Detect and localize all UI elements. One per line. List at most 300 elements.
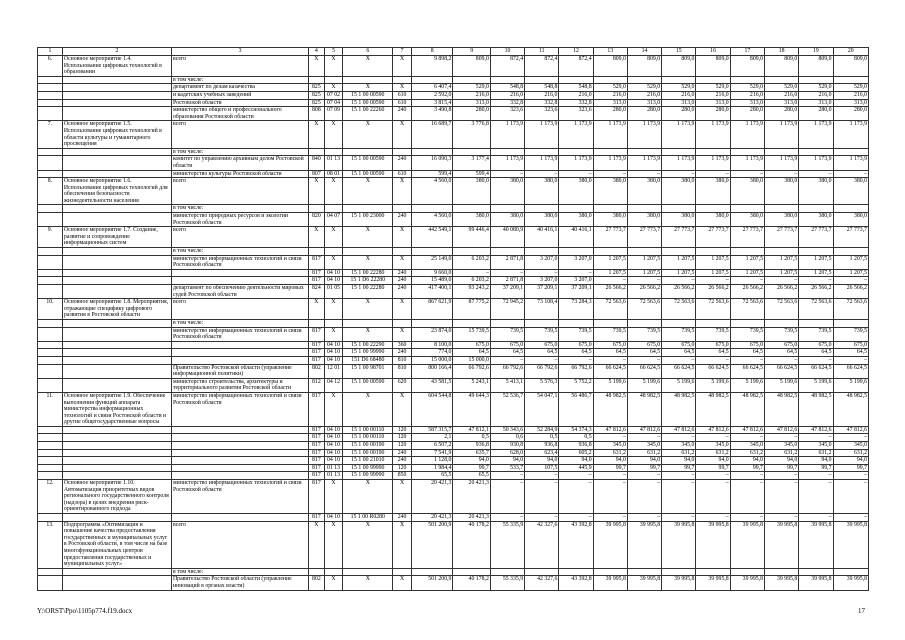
budget-code-cell (343, 568, 393, 576)
amount-cell: 739,5 (559, 327, 593, 341)
amount-cell: 1 207,5 (833, 255, 869, 269)
budget-code-cell: 04 10 (324, 457, 343, 465)
amount-cell: 94,0 (730, 457, 764, 465)
amount-cell: – (453, 269, 490, 277)
row-number-cell (38, 514, 63, 522)
amount-cell: 48 982,5 (730, 392, 764, 426)
amount-cell: 87 775,2 (453, 299, 490, 320)
budget-code-cell (343, 205, 393, 213)
row-number-cell (38, 277, 63, 285)
budget-code-cell: Х (343, 576, 393, 590)
amount-cell: 345,0 (730, 442, 764, 450)
budget-code-cell: 802 (309, 576, 325, 590)
budget-code-cell: 240 (393, 514, 412, 522)
budget-code-cell: 01 13 (324, 156, 343, 170)
amount-cell: 1 173,9 (559, 156, 593, 170)
budget-code-cell (343, 319, 393, 327)
amount-cell (453, 76, 490, 84)
budget-code-cell (324, 205, 343, 213)
table-row (38, 514, 869, 522)
row-number-cell (38, 91, 63, 99)
amount-cell (453, 148, 490, 156)
budget-code-cell: 04 10 (324, 434, 343, 442)
measure-name-cell (62, 255, 171, 269)
amount-cell: 64,5 (799, 349, 833, 357)
amount-cell: – (764, 480, 798, 514)
budget-code-cell: 01 13 (324, 464, 343, 472)
measure-name-cell (62, 568, 171, 576)
amount-cell: – (627, 514, 661, 522)
amount-cell: 1 173,9 (662, 121, 696, 148)
row-number-cell (38, 269, 63, 277)
measure-name-cell (62, 576, 171, 590)
measure-name-cell (62, 76, 171, 84)
budget-code-cell: 825 (309, 91, 325, 99)
budget-code-cell: 840 (309, 156, 325, 170)
budget-code-cell (324, 319, 343, 327)
table-row (38, 107, 869, 121)
executor-cell (171, 269, 308, 277)
table-row (38, 392, 869, 426)
budget-code-cell: 817 (309, 480, 325, 514)
executor-cell: в том числе: (171, 148, 308, 156)
amount-cell: 47 812,6 (730, 426, 764, 434)
amount-cell: 8 100,0 (411, 341, 453, 349)
amount-cell: 27 773,7 (662, 227, 696, 248)
amount-cell: – (799, 480, 833, 514)
budget-code-cell: Х (343, 227, 393, 248)
amount-cell: 99,7 (662, 464, 696, 472)
amount-cell (411, 568, 453, 576)
amount-cell: – (764, 356, 798, 364)
amount-cell: 313,0 (627, 99, 661, 107)
amount-cell: – (799, 277, 833, 285)
amount-cell: – (525, 480, 559, 514)
amount-cell (696, 148, 730, 156)
amount-cell: 39 995,8 (627, 576, 661, 590)
budget-code-cell: 824 (309, 285, 325, 299)
amount-cell (453, 319, 490, 327)
amount-cell: 1 207,5 (799, 255, 833, 269)
column-number-row (38, 48, 869, 56)
amount-cell: 380,0 (525, 213, 559, 227)
amount-cell: 872,4 (490, 56, 524, 77)
budget-code-cell: 120 (393, 464, 412, 472)
amount-cell: 1 207,5 (696, 269, 730, 277)
amount-cell: – (559, 356, 593, 364)
amount-cell: 936,8 (559, 442, 593, 450)
amount-cell (627, 319, 661, 327)
amount-cell: 0,5 (559, 434, 593, 442)
amount-cell: 313,0 (764, 99, 798, 107)
column-number: 4 (309, 48, 325, 56)
budget-code-cell: 817 (309, 514, 325, 522)
amount-cell: 280,0 (764, 107, 798, 121)
budget-code-cell: 817 (309, 269, 325, 277)
measure-name-cell (62, 457, 171, 465)
amount-cell: 587 315,7 (411, 426, 453, 434)
column-number: 11 (525, 48, 559, 56)
table-row (38, 299, 869, 320)
amount-cell: 1 173,9 (696, 156, 730, 170)
measure-name-cell (62, 99, 171, 107)
budget-code-cell: 240 (393, 213, 412, 227)
amount-cell: 55 335,9 (490, 521, 524, 568)
budget-code-cell: Х (324, 121, 343, 148)
column-number: 9 (453, 48, 490, 56)
budget-code-cell: 817 (309, 349, 325, 357)
row-number-cell: 11. (38, 392, 63, 426)
amount-cell: 809,0 (453, 56, 490, 77)
table-row (38, 269, 869, 277)
budget-code-cell: 15 1 00 99990 (343, 464, 393, 472)
executor-cell (171, 457, 308, 465)
budget-code-cell (393, 568, 412, 576)
row-number-cell: 9. (38, 227, 63, 248)
executor-cell: всего (171, 121, 308, 148)
amount-cell (525, 568, 559, 576)
amount-cell: 313,0 (662, 99, 696, 107)
amount-cell (730, 319, 764, 327)
column-number: 13 (593, 48, 627, 56)
executor-cell: всего (171, 299, 308, 320)
amount-cell: 739,5 (593, 327, 627, 341)
amount-cell (627, 248, 661, 256)
budget-code-cell: 15 1 00 99990 (343, 349, 393, 357)
amount-cell: 380,0 (799, 213, 833, 227)
budget-code-cell: Х (324, 84, 343, 92)
amount-cell: 631,2 (696, 449, 730, 457)
executor-cell: Ростовской области (171, 99, 308, 107)
budget-code-cell (324, 248, 343, 256)
amount-cell: 66 624,5 (764, 364, 798, 378)
measure-name-cell: Основное мероприятие 1.8. Мероприятия, отражающие специфику цифрового развития в Ростовской области (62, 299, 171, 320)
amount-cell: 533,7 (490, 464, 524, 472)
measure-name-cell (62, 442, 171, 450)
amount-cell: – (730, 514, 764, 522)
amount-cell: 604 544,8 (411, 392, 453, 426)
amount-cell (559, 148, 593, 156)
amount-cell (799, 205, 833, 213)
amount-cell (662, 248, 696, 256)
budget-code-cell: 810 (393, 364, 412, 378)
budget-code-cell: 15 1 00 23000 (343, 213, 393, 227)
amount-cell: – (764, 472, 798, 480)
amount-cell: 280,0 (593, 107, 627, 121)
amount-cell: 872,4 (525, 56, 559, 77)
table-row (38, 434, 869, 442)
budget-code-cell: 240 (393, 457, 412, 465)
budget-code-cell: 15 1 D6 22280 (343, 277, 393, 285)
amount-cell: 26 566,2 (799, 285, 833, 299)
column-number: 8 (411, 48, 453, 56)
amount-cell: 380,0 (559, 178, 593, 205)
amount-cell (833, 568, 869, 576)
budget-code-cell: Х (343, 178, 393, 205)
measure-name-cell (62, 170, 171, 178)
measure-name-cell (62, 472, 171, 480)
amount-cell: 280,0 (730, 107, 764, 121)
amount-cell (411, 319, 453, 327)
budget-code-cell (309, 148, 325, 156)
amount-cell (525, 319, 559, 327)
budget-code-cell: Х (393, 178, 412, 205)
measure-name-cell: Подпрограмма «Оптимизация и повышение качества предоставления государственных и муниципальных услуг в Ростовской области, в том числе на базе многофункциональных центров предоставления государственных и муниципальных услуг» (62, 521, 171, 568)
budget-code-cell: Х (343, 121, 393, 148)
amount-cell: 64,5 (730, 349, 764, 357)
executor-cell (171, 449, 308, 457)
budget-code-cell: 812 (309, 378, 325, 392)
amount-cell: 99,7 (833, 464, 869, 472)
executor-cell: министерство информационных технологий и связи Ростовской области (171, 392, 308, 426)
measure-name-cell (62, 434, 171, 442)
amount-cell: 40 178,2 (453, 521, 490, 568)
budget-code-cell: 04 10 (324, 449, 343, 457)
amount-cell: 42 327,6 (525, 521, 559, 568)
amount-cell: 39 995,8 (833, 576, 869, 590)
amount-cell: 47 812,6 (593, 426, 627, 434)
amount-cell: 6 203,2 (453, 255, 490, 269)
row-number-cell (38, 213, 63, 227)
budget-code-cell: 15 1 00 22280 (343, 285, 393, 299)
amount-cell: – (764, 170, 798, 178)
amount-cell: 2 592,0 (411, 91, 453, 99)
amount-cell: 216,0 (764, 91, 798, 99)
budget-code-cell: 817 (309, 277, 325, 285)
amount-cell: 4 560,0 (411, 178, 453, 205)
amount-cell: 3 177,4 (453, 156, 490, 170)
amount-cell: 2 871,8 (490, 277, 524, 285)
amount-cell: 66 624,5 (799, 364, 833, 378)
row-number-cell (38, 442, 63, 450)
amount-cell (559, 568, 593, 576)
amount-cell (799, 148, 833, 156)
amount-cell (764, 319, 798, 327)
amount-cell: 94,0 (696, 457, 730, 465)
budget-code-cell: 15 1 00 22260 (343, 107, 393, 121)
page-number: 17 (858, 607, 865, 615)
executor-cell: в том числе: (171, 319, 308, 327)
amount-cell: 66 624,5 (730, 364, 764, 378)
amount-cell: 25 149,0 (411, 255, 453, 269)
amount-cell: 380,0 (833, 213, 869, 227)
measure-name-cell (62, 285, 171, 299)
amount-cell: 52 284,9 (525, 426, 559, 434)
table-row (38, 227, 869, 248)
amount-cell: 15 000,0 (411, 356, 453, 364)
amount-cell: – (833, 472, 869, 480)
amount-cell: 380,0 (453, 213, 490, 227)
budget-code-cell: 04 10 (324, 426, 343, 434)
amount-cell (833, 76, 869, 84)
table-row (38, 364, 869, 378)
executor-cell: министерство природных ресурсов и экологии Ростовской области (171, 213, 308, 227)
amount-cell: 631,2 (799, 449, 833, 457)
executor-cell: всего (171, 521, 308, 568)
amount-cell: 380,0 (490, 178, 524, 205)
column-number: 16 (696, 48, 730, 56)
amount-cell: 380,0 (525, 178, 559, 205)
amount-cell: 313,0 (453, 99, 490, 107)
budget-code-cell (309, 568, 325, 576)
amount-cell: 774,0 (411, 349, 453, 357)
budget-code-cell: Х (393, 576, 412, 590)
amount-cell: 26 566,2 (730, 285, 764, 299)
executor-cell (171, 349, 308, 357)
amount-cell: 99 446,4 (453, 227, 490, 248)
measure-name-cell (62, 213, 171, 227)
amount-cell: 675,0 (593, 341, 627, 349)
column-number: 6 (343, 48, 393, 56)
amount-cell: 1 173,9 (833, 156, 869, 170)
amount-cell: 48 982,5 (799, 392, 833, 426)
amount-cell: 1 173,9 (490, 121, 524, 148)
amount-cell: 5 199,6 (730, 378, 764, 392)
amount-cell: 380,0 (764, 213, 798, 227)
amount-cell: 39 995,8 (764, 521, 798, 568)
budget-code-cell: Х (393, 227, 412, 248)
budget-code-cell (343, 148, 393, 156)
amount-cell: – (662, 480, 696, 514)
amount-cell: – (730, 472, 764, 480)
amount-cell: – (662, 170, 696, 178)
amount-cell (559, 319, 593, 327)
amount-cell: – (593, 277, 627, 285)
amount-cell: 501 200,9 (411, 576, 453, 590)
amount-cell: 94,0 (525, 457, 559, 465)
amount-cell: 739,5 (490, 327, 524, 341)
budget-code-cell: Х (309, 521, 325, 568)
budget-code-cell: 610 (393, 99, 412, 107)
amount-cell: 39 995,8 (799, 521, 833, 568)
amount-cell: 1 173,9 (525, 156, 559, 170)
amount-cell (662, 148, 696, 156)
amount-cell: – (764, 514, 798, 522)
amount-cell (593, 205, 627, 213)
amount-cell: 39 995,8 (662, 521, 696, 568)
amount-cell: 39 995,8 (730, 576, 764, 590)
amount-cell: 20 421,3 (453, 480, 490, 514)
budget-code-cell: 817 (309, 392, 325, 426)
executor-cell: комитет по управлению архивным делом Ростовской области (171, 156, 308, 170)
amount-cell (730, 205, 764, 213)
amount-cell: 64,5 (833, 349, 869, 357)
amount-cell (593, 568, 627, 576)
budget-code-cell: Х (324, 227, 343, 248)
budget-code-cell: Х (324, 480, 343, 514)
budget-code-cell: Х (324, 255, 343, 269)
amount-cell: 417 400,1 (411, 285, 453, 299)
executor-cell: всего (171, 227, 308, 248)
amount-cell (696, 248, 730, 256)
budget-code-cell: 817 (309, 434, 325, 442)
budget-code-cell: 817 (309, 426, 325, 434)
budget-code-cell: 08 01 (324, 170, 343, 178)
amount-cell: 345,0 (696, 442, 730, 450)
amount-cell: 43 581,5 (411, 378, 453, 392)
amount-cell (525, 205, 559, 213)
amount-cell: 94,0 (833, 457, 869, 465)
row-number-cell (38, 285, 63, 299)
amount-cell: 675,0 (764, 341, 798, 349)
amount-cell: 27 773,7 (696, 227, 730, 248)
measure-name-cell (62, 426, 171, 434)
amount-cell: 631,2 (593, 449, 627, 457)
amount-cell: 323,6 (490, 107, 524, 121)
table-row (38, 156, 869, 170)
amount-cell: 809,0 (764, 56, 798, 77)
amount-cell: 26 566,2 (627, 285, 661, 299)
amount-cell: 1 173,9 (799, 156, 833, 170)
amount-cell: 529,0 (662, 84, 696, 92)
budget-code-cell: 817 (309, 356, 325, 364)
budget-code-cell: Х (309, 178, 325, 205)
amount-cell: 380,0 (764, 178, 798, 205)
amount-cell: 66 624,5 (662, 364, 696, 378)
budget-code-cell: Х (324, 521, 343, 568)
budget-table (37, 47, 869, 591)
executor-cell: министерство информационных технологий и связи Ростовской области (171, 255, 308, 269)
table-row (38, 341, 869, 349)
row-number-cell (38, 341, 63, 349)
budget-code-cell: 120 (393, 442, 412, 450)
amount-cell: 94,0 (799, 457, 833, 465)
measure-name-cell (62, 277, 171, 285)
amount-cell: 345,0 (627, 442, 661, 450)
budget-code-cell: 07 02 (324, 91, 343, 99)
amount-cell: 2 871,8 (490, 255, 524, 269)
budget-code-cell: 240 (393, 269, 412, 277)
measure-name-cell (62, 319, 171, 327)
amount-cell: 548,8 (490, 84, 524, 92)
executor-cell: в том числе: (171, 76, 308, 84)
amount-cell: 66 792,6 (490, 364, 524, 378)
amount-cell: 5 199,6 (696, 378, 730, 392)
amount-cell: 64,5 (453, 349, 490, 357)
measure-name-cell: Основное мероприятие 1.7. Создание, развитие и сопровождение информационных систем (62, 227, 171, 248)
column-number: 20 (833, 48, 869, 56)
amount-cell: 548,8 (525, 84, 559, 92)
amount-cell: 1 207,5 (764, 269, 798, 277)
amount-cell: 72 563,6 (593, 299, 627, 320)
amount-cell (730, 568, 764, 576)
table-row (38, 76, 869, 84)
amount-cell: 3 207,0 (559, 255, 593, 269)
amount-cell: 72 563,6 (696, 299, 730, 320)
amount-cell: – (730, 480, 764, 514)
executor-cell: Правительство Ростовской области (управление информационной политики) (171, 364, 308, 378)
budget-code-cell: 817 (309, 464, 325, 472)
amount-cell: 99,7 (696, 464, 730, 472)
amount-cell: 930,8 (490, 442, 524, 450)
amount-cell: 675,0 (662, 341, 696, 349)
budget-code-cell (393, 319, 412, 327)
amount-cell: 1 207,5 (593, 269, 627, 277)
amount-cell: 93 243,2 (453, 285, 490, 299)
amount-cell: 72 563,6 (627, 299, 661, 320)
amount-cell: 66 624,5 (593, 364, 627, 378)
budget-code-cell: 817 (309, 341, 325, 349)
row-number-cell (38, 356, 63, 364)
amount-cell: – (799, 514, 833, 522)
budget-code-cell (324, 568, 343, 576)
row-number-cell (38, 472, 63, 480)
amount-cell: – (662, 514, 696, 522)
amount-cell: 529,0 (453, 84, 490, 92)
budget-code-cell: 04 12 (324, 378, 343, 392)
amount-cell: 380,0 (627, 213, 661, 227)
amount-cell: 72 945,2 (490, 299, 524, 320)
